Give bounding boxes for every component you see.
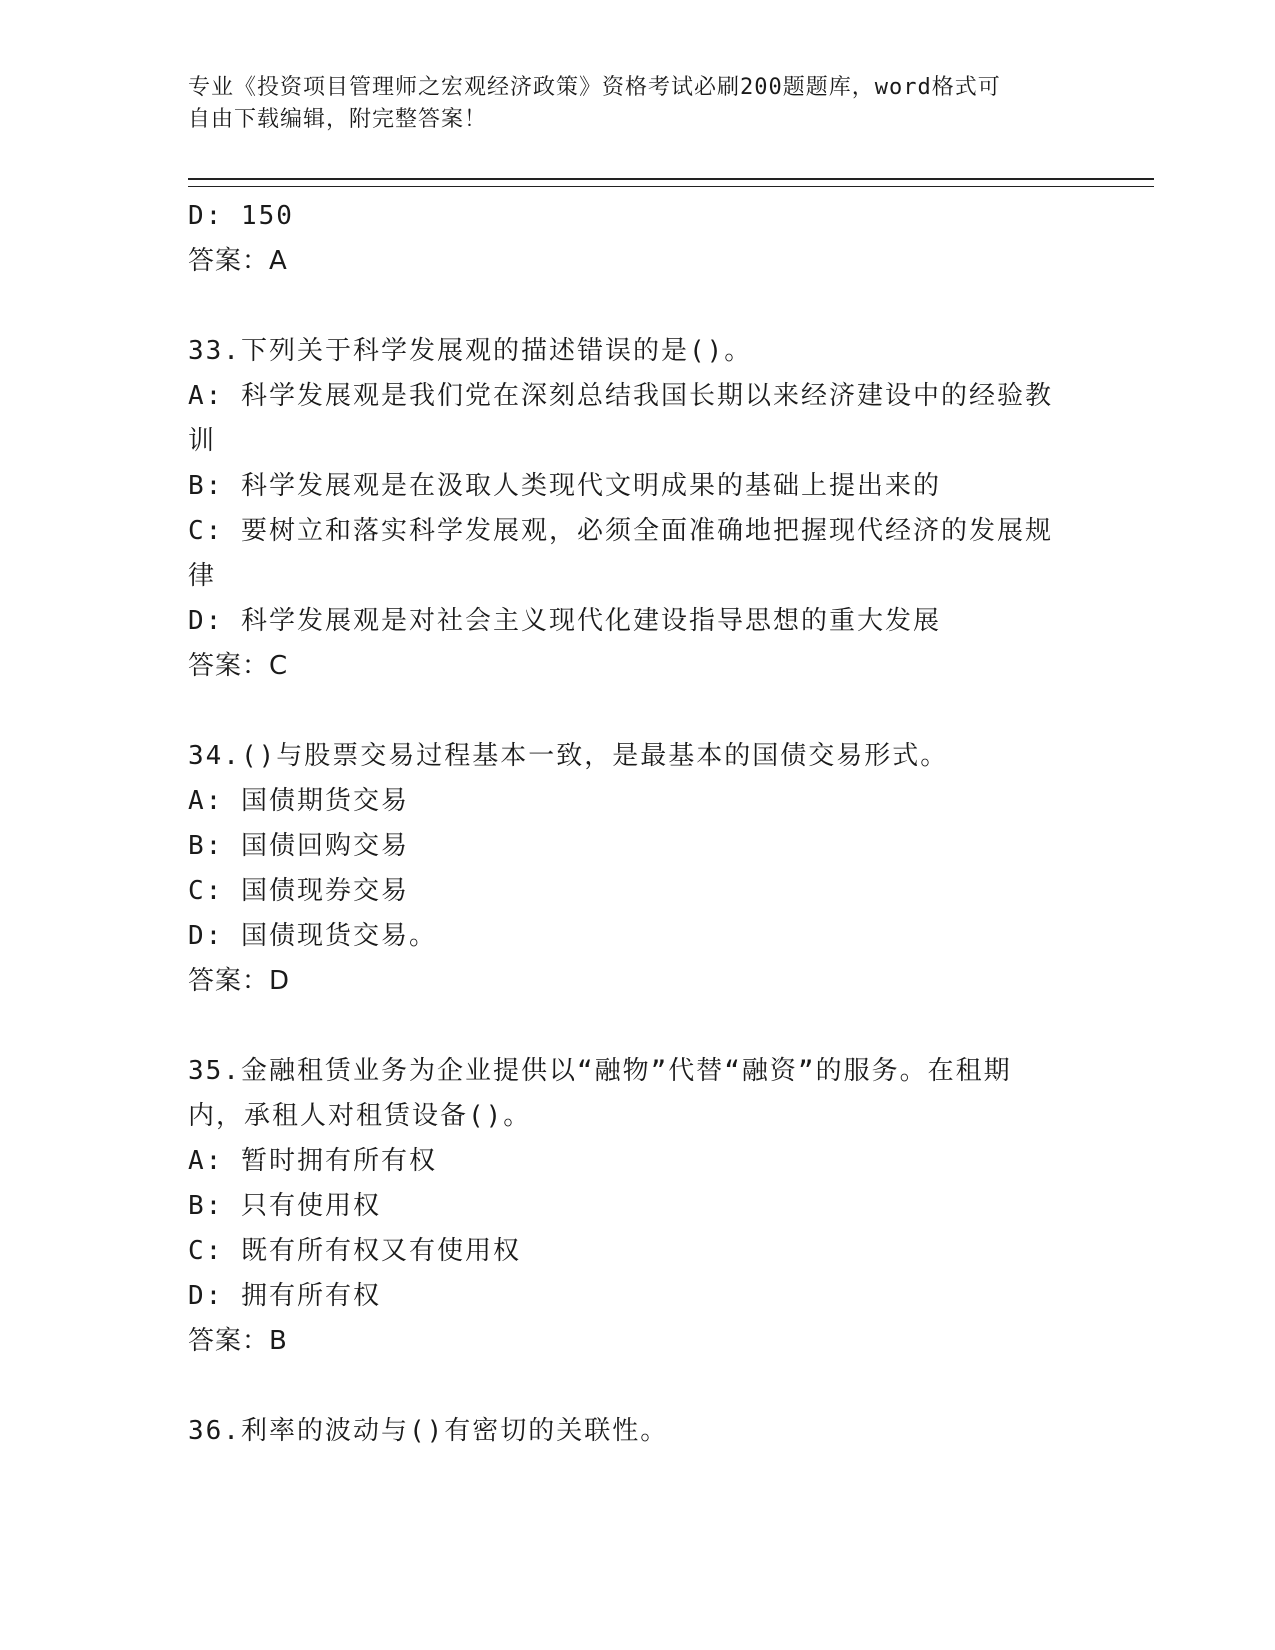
- option-c: C: 要树立和落实科学发展观，必须全面准确地把握现代经济的发展规: [188, 516, 1053, 546]
- question-stem: 34.()与股票交易过程基本一致，是最基本的国债交易形式。: [188, 741, 949, 771]
- header-title-line-2: 自由下载编辑，附完整答案！: [188, 107, 488, 132]
- option-d: D: 拥有所有权: [188, 1281, 381, 1311]
- spacer: [188, 689, 1088, 734]
- option-a: A: 科学发展观是我们党在深刻总结我国长期以来经济建设中的经验教: [188, 381, 1053, 411]
- header-title-line-1: 专业《投资项目管理师之宏观经济政策》资格考试必刷200题题库，word格式可: [188, 75, 1001, 100]
- answer-label: 答案：C: [188, 651, 289, 681]
- option-b: B: 只有使用权: [188, 1191, 381, 1221]
- document-header: [188, 72, 1088, 136]
- question-stem: 36.利率的波动与()有密切的关联性。: [188, 1416, 669, 1446]
- option-b: B: 国债回购交易: [188, 831, 409, 861]
- option-c-continued: 律: [188, 561, 217, 591]
- option-c: C: 既有所有权又有使用权: [188, 1236, 521, 1266]
- question-list: [188, 194, 1088, 1454]
- option-a: A: 国债期货交易: [188, 786, 409, 816]
- option-a: A: 暂时拥有所有权: [188, 1146, 437, 1176]
- option-d: D: 科学发展观是对社会主义现代化建设指导思想的重大发展: [188, 606, 941, 636]
- answer-label: 答案：A: [188, 246, 288, 276]
- answer-label: 答案：B: [188, 1326, 288, 1356]
- question-stem-continued: 内，承租人对租赁设备()。: [188, 1101, 532, 1131]
- question-35: [188, 1049, 1088, 1364]
- spacer: [188, 1364, 1088, 1409]
- option-d: D: 150: [188, 201, 294, 231]
- option-b: B: 科学发展观是在汲取人类现代文明成果的基础上提出来的: [188, 471, 941, 501]
- answer-label: 答案：D: [188, 966, 291, 996]
- spacer: [188, 1004, 1088, 1049]
- option-c: C: 国债现券交易: [188, 876, 409, 906]
- question-stem: 35.金融租赁业务为企业提供以“融物”代替“融资”的服务。在租期: [188, 1056, 1012, 1086]
- question-stem: 33.下列关于科学发展观的描述错误的是()。: [188, 336, 753, 366]
- question-33: [188, 329, 1088, 689]
- option-d: D: 国债现货交易。: [188, 921, 437, 951]
- question-36: [188, 1409, 1088, 1454]
- question-32-tail: [188, 194, 1088, 284]
- spacer: [188, 284, 1088, 329]
- option-a-continued: 训: [188, 426, 217, 456]
- header-divider: [188, 178, 1154, 187]
- question-34: [188, 734, 1088, 1004]
